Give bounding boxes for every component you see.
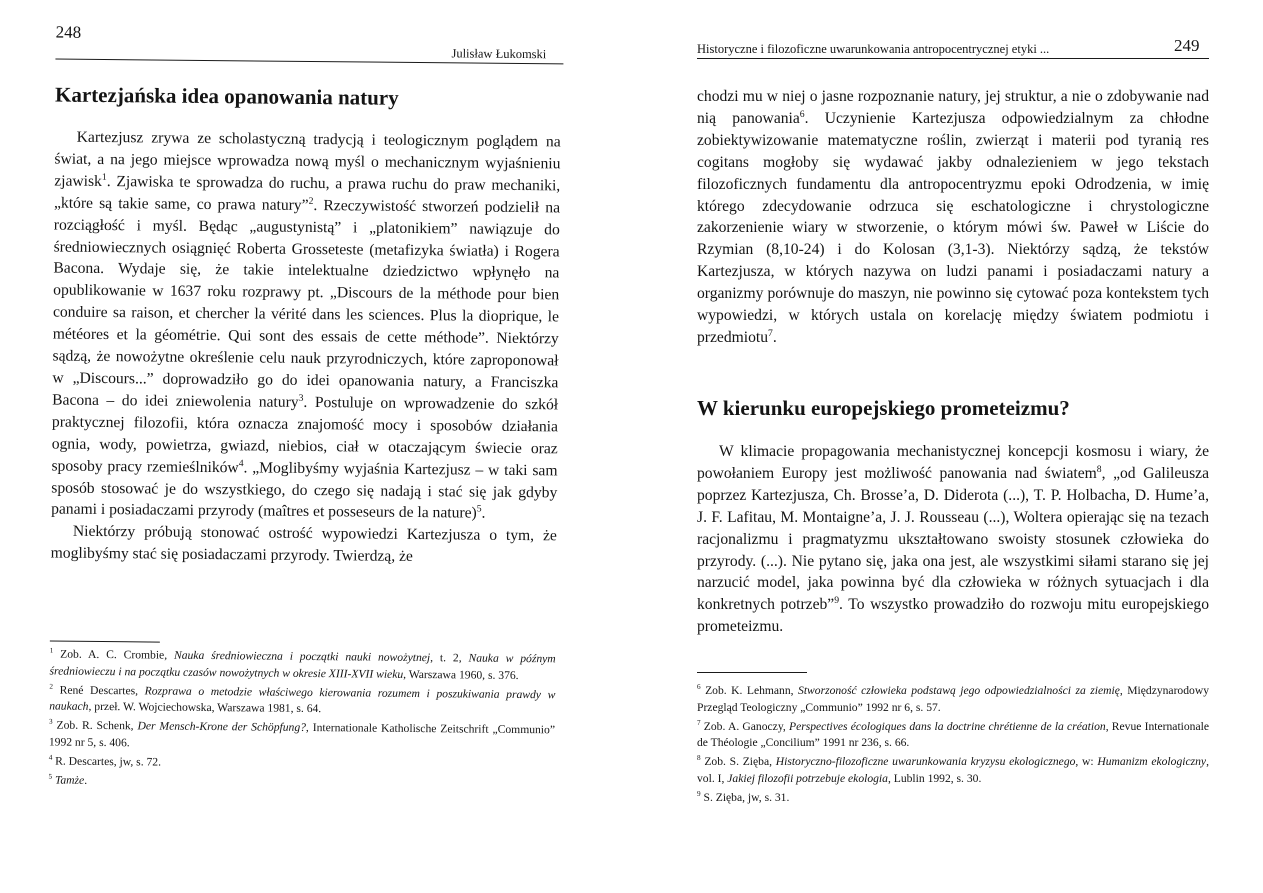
left-running-head: Julisław Łukomski <box>451 46 547 62</box>
right-section-text <box>697 441 1209 638</box>
right-header-rule <box>697 58 1209 59</box>
right-paragraph-1: chodzi mu w niej o jasne rozpoznanie natury, jej struktur, a nie o zdobywanie nad nią panowania$^6$. Uczynienie Kartezjusza odpowiedzialnym za chłodne zobiektywizowanie matematyczne roślin, zwierząt i materii pod tyranią res cogitans mogłoby się wydawać jakby odnalezieniem w jego tekstach filozoficznych fundamentu dla antropocentryzmu epoki Odrodzenia, w imię którego zdecydowanie odrzuca się eschatologiczne i chrystologiczne zakorzenienie wiary w stworzenie, o którym mówi św. Paweł w Liście do Rzymian (8,10-24) i do Kolosan (3,1-3). Niektórzy sądzą, że tekstów Kartezjusza, w których nazywa on ludzi panami i posiadaczami natury a organizmy porównuje do maszyn, nie powinno się cytować poza kontekstem tych wypowiedzi, w których ustala on korelację między światem podmiotu i przedmiotu$^7$. <box>697 88 1210 346</box>
footnote-ref: 8 <box>1096 463 1102 475</box>
footnote-6: $^6$ Zob. K. Lehmann, Stworzoność człowieka podstawą jego odpowiedzialności za ziemię, Międzynarodowy Przegląd Teologiczny „Communio” 1992 nr 6, s. 57. <box>697 683 1209 714</box>
footnote-4: $^4$ R. Descartes, jw, s. 72. <box>48 753 162 769</box>
footnote-ref: 2 <box>49 682 54 691</box>
footnote-ref: 9 <box>697 789 701 798</box>
footnote-ref: 2 <box>308 195 314 207</box>
footnote-3: $^3$ Zob. R. Schenk, Der Mensch-Krone der Schöpfung?, Internationale Katholische Zeitschrift „Communio” 1992 nr 5, s. 406. <box>48 717 556 750</box>
right-page-number: 249 <box>1174 36 1200 55</box>
footnote-ref: 6 <box>799 108 805 120</box>
italic-title: Historyczno-filozoficzne uwarunkowania kryzysu ekologicznego <box>775 755 1076 769</box>
footnote-ref: 3 <box>49 717 53 726</box>
right-paragraph-2: W klimacie propagowania mechanistycznej koncepcji kosmosu i wiary, że powołaniem Europy jest możliwość panowania nad światem$^8$, „od Galileusza poprzez Kartezjusza, Ch. Brosse’a, D. Diderota (...), T. P. Holbacha, D. Hume’a, J. F. Lafitau, M. Montaigne’a, J. J. Rousseau (...), Woltera opierając się na tezach racjonalizmu i pragmatyzmu ukształtowano swoisty stosunek człowieka do przyrody. (...). Nie pytano się, jaka ona jest, ale wszystkimi siłami starano się jej narzucić model, jaka powinna być dla człowieka w różnych sytuacjach i dla konkretnych potrzeb”$^9$. To wszystko prowadziło do rozwoju mitu europejskiego prometeizmu. <box>697 443 1209 636</box>
footnote-ref: 9 <box>834 595 840 607</box>
footnote-ref: 8 <box>697 754 701 763</box>
footnote-1: $^1$ Zob. A. C. Crombie, Nauka średniowieczna i początki nauki nowożytnej, t. 2, Nauka w późnym średniowieczu i na początku czasów nowożytnych w okresie XIII-XVII wieku, Warszawa 1960, s. 376. <box>49 646 556 682</box>
left-footnote-rule <box>50 641 160 643</box>
italic-title: Der Mensch-Krone der Schöpfung? <box>137 719 307 735</box>
footnote-2: $^2$ René Descartes, Rozprawa o metodzie właściwego kierowania rozumem i poszukiwania prawdy w naukach, przeł. W. Wojciechowska, Warszawa 1981, s. 64. <box>49 682 556 716</box>
italic-title: Nauka w późnym średniowieczu i na początku czasów nowożytnych w okresie XIII-XVII wieku <box>49 651 556 681</box>
footnote-ref: 6 <box>697 683 701 692</box>
italic-title: Perspectives écologiques dans la doctrine chrétienne de la création <box>788 719 1106 733</box>
right-running-head: Historyczne i filozoficzne uwarunkowania antropocentrycznej etyki ... <box>697 42 1050 56</box>
italic-title: Nauka średniowieczna i początki nauki nowożytnej <box>173 648 431 665</box>
footnote-9: $^9$ S. Zięba, jw, s. 31. <box>697 789 790 804</box>
right-footnote-rule <box>697 672 807 673</box>
footnote-ref: 5 <box>48 772 53 781</box>
right-page <box>640 0 1263 893</box>
italic-title: Rozprawa o metodzie właściwego kierowania rozumem i poszukiwania prawdy w naukach <box>49 684 556 714</box>
left-footnotes <box>48 647 555 796</box>
right-section-title: W kierunku europejskiego prometeizmu? <box>697 396 1070 420</box>
italic-title: Jakiej filozofii potrzebuje ekologia <box>727 771 888 785</box>
left-page <box>0 0 620 893</box>
left-section-title: Kartezjańska idea opanowania natury <box>54 82 399 110</box>
italic-title: Stworzoność człowieka podstawą jego odpowiedzialności za ziemię <box>798 684 1120 697</box>
right-footnotes <box>697 683 1209 809</box>
footnote-ref: 4 <box>48 753 53 762</box>
italic-title: Humanizm ekologiczny <box>1097 755 1207 769</box>
italic-title: Tamże <box>54 773 85 787</box>
footnote-5: $^5$ Tamże. <box>48 772 88 787</box>
footnote-ref: 1 <box>101 171 107 183</box>
footnote-ref: 7 <box>768 327 773 339</box>
left-paragraph-2: Niektórzy próbują stonować ostrość wypowiedzi Kartezjusza o tym, że moglibyśmy stać się posiadaczami przyrody. Twierdzą, że <box>50 523 557 566</box>
footnote-ref: 3 <box>298 392 304 404</box>
left-page-content <box>0 0 620 787</box>
footnote-8: $^8$ Zob. S. Zięba, Historyczno-filozoficzne uwarunkowania kryzysu ekologicznego, w: Humanizm ekologiczny, vol. I, Jakiej filozofii potrzebuje ekologia, Lublin 1992, s. 30. <box>697 754 1209 785</box>
footnote-ref: 4 <box>238 457 244 469</box>
footnote-ref: 7 <box>697 718 701 727</box>
footnote-ref: 1 <box>49 646 54 655</box>
footnote-7: $^7$ Zob. A. Ganoczy, Perspectives écologiques dans la doctrine chrétienne de la création, Revue Internationale de Théologie „Concilium” 1991 nr 236, s. 66. <box>697 718 1209 750</box>
right-intro-text <box>697 86 1209 349</box>
left-page-number: 248 <box>55 22 82 42</box>
left-paragraph-1: Kartezjusz zrywa ze scholastyczną tradycją i teologicznym poglądem na świat, a na jego miejsce wprowadza nową myśl o mechanicznym wyjaśnieniu zjawisk$^1$. Zjawiska te sprowadza do ruchu, a prawa ruchu do praw mechaniki, „które są takie same, co prawa natury”$^2$. Rzeczywistość stworzeń podzielił na rozciągłość i myśl. Będąc „augustynistą” i „platonikiem” nawiązuje do średniowiecznych osiągnięć Roberta Grosseteste (metafizyka światła) i Rogera Bacona. Wydaje się, że takie intelektualne dziedzictwo wpłynęło na opublikowanie w 1637 roku rozprawy pt. „Discours de la méthode pour bien conduire sa raison, et chercher la vérité dans les sciences. Plus la dioprique, le météores et la géométrie. Qui sont des essais de cette méthode”. Niektórzy sądzą, że nowożytne określenie celu nauk przyrodniczych, które zaproponował w „Discours...” doprowadziło go do idei opanowania natury, a Franciszka Bacona – do idei zniewolenia natury$^3$. Postuluje on wprowadzenie do szkół praktycznej filozofii, która oznacza znajomość mocy i sposobów działania ognia, wody, powietrza, gwiazd, niebios, ciał w otaczającym świecie oraz sposoby pracy rzemieślników$^4$. „Moglibyśmy wyjaśnia Kartezjusz – w taki sam sposób stosować je do wszystkiego, do czego się nadają i stać się jak gdyby panami i posiadaczami przyrody (maîtres et posseseurs de la nature)$^5$. <box>51 128 561 523</box>
left-body-text <box>51 127 561 570</box>
footnote-ref: 5 <box>476 503 482 515</box>
